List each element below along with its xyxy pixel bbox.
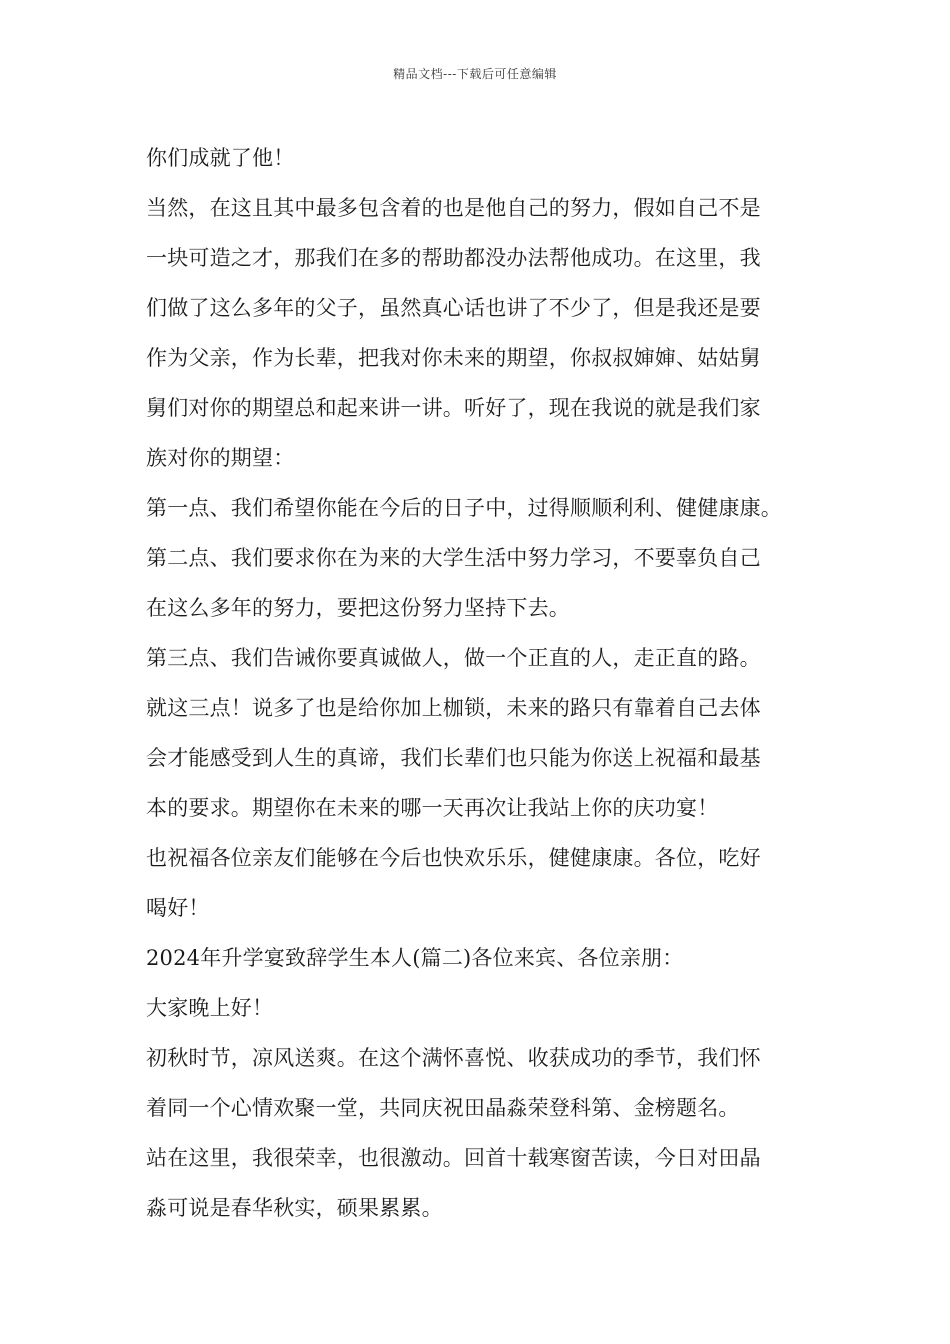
text-line: 初秋时节，凉风送爽。在这个满怀喜悦、收获成功的季节，我们怀 [146,1046,761,1070]
text-line: 在这么多年的努力，要把这份努力坚持下去。 [146,596,570,620]
text-line: 作为父亲，作为长辈，把我对你未来的期望，你叔叔婶婶、姑姑舅 [146,346,761,370]
paragraph [146,133,808,183]
text-line: 当然，在这且其中最多包含着的也是他自己的努力，假如自己不是 [146,196,761,220]
text-line: 本的要求。期望你在未来的哪一天再次让我站上你的庆功宴！ [146,796,719,820]
text-line: 第三点、我们告诫你要真诚做人，做一个正直的人，走正直的路。 [146,646,761,670]
greeting [146,983,808,1033]
text-line: 舅们对你的期望总和起来讲一讲。听好了，现在我说的就是我们家 [146,396,761,420]
paragraph [146,483,808,533]
paragraph [146,183,808,483]
text-line: 站在这里，我很荣幸，也很激动。回首十载寒窗苦读，今日对田晶 [146,1146,761,1170]
text-line: 会才能感受到人生的真谛，我们长辈们也只能为你送上祝福和最基 [146,746,761,770]
text-line: 也祝福各位亲友们能够在今后也快欢乐乐，健健康康。各位，吃好 [146,846,761,870]
paragraph [146,633,808,683]
paragraph [146,1033,808,1133]
text-line: 族对你的期望： [146,446,295,470]
section-heading [146,933,808,983]
text-line: 你们成就了他！ [146,146,295,170]
paragraph [146,533,808,633]
text-line: 第一点、我们希望你能在今后的日子中，过得顺顺利利、健健康康。 [146,496,782,520]
paragraph [146,683,808,833]
text-line: 们做了这么多年的父子，虽然真心话也讲了不少了，但是我还是要 [146,296,761,320]
paragraph [146,1133,808,1233]
text-line: 一块可造之才，那我们在多的帮助都没办法帮他成功。在这里，我 [146,246,761,270]
paragraph [146,833,808,933]
text-line: 着同一个心情欢聚一堂，共同庆祝田晶淼荣登科第、金榜题名。 [146,1096,740,1120]
text-line: 就这三点！说多了也是给你加上枷锁，未来的路只有靠着自己去体 [146,696,761,720]
document-body [146,133,808,1233]
page-header: 精品文档---下载后可任意编辑 [393,67,557,81]
text-line: 第二点、我们要求你在为来的大学生活中努力学习，不要辜负自己 [146,546,761,570]
text-line: 大家晚上好！ [146,996,274,1020]
text-line: 淼可说是春华秋实，硕果累累。 [146,1196,443,1220]
text-line: 喝好！ [146,896,210,920]
text-line: 2024年升学宴致辞学生本人(篇二)各位来宾、各位亲朋： [146,946,684,970]
